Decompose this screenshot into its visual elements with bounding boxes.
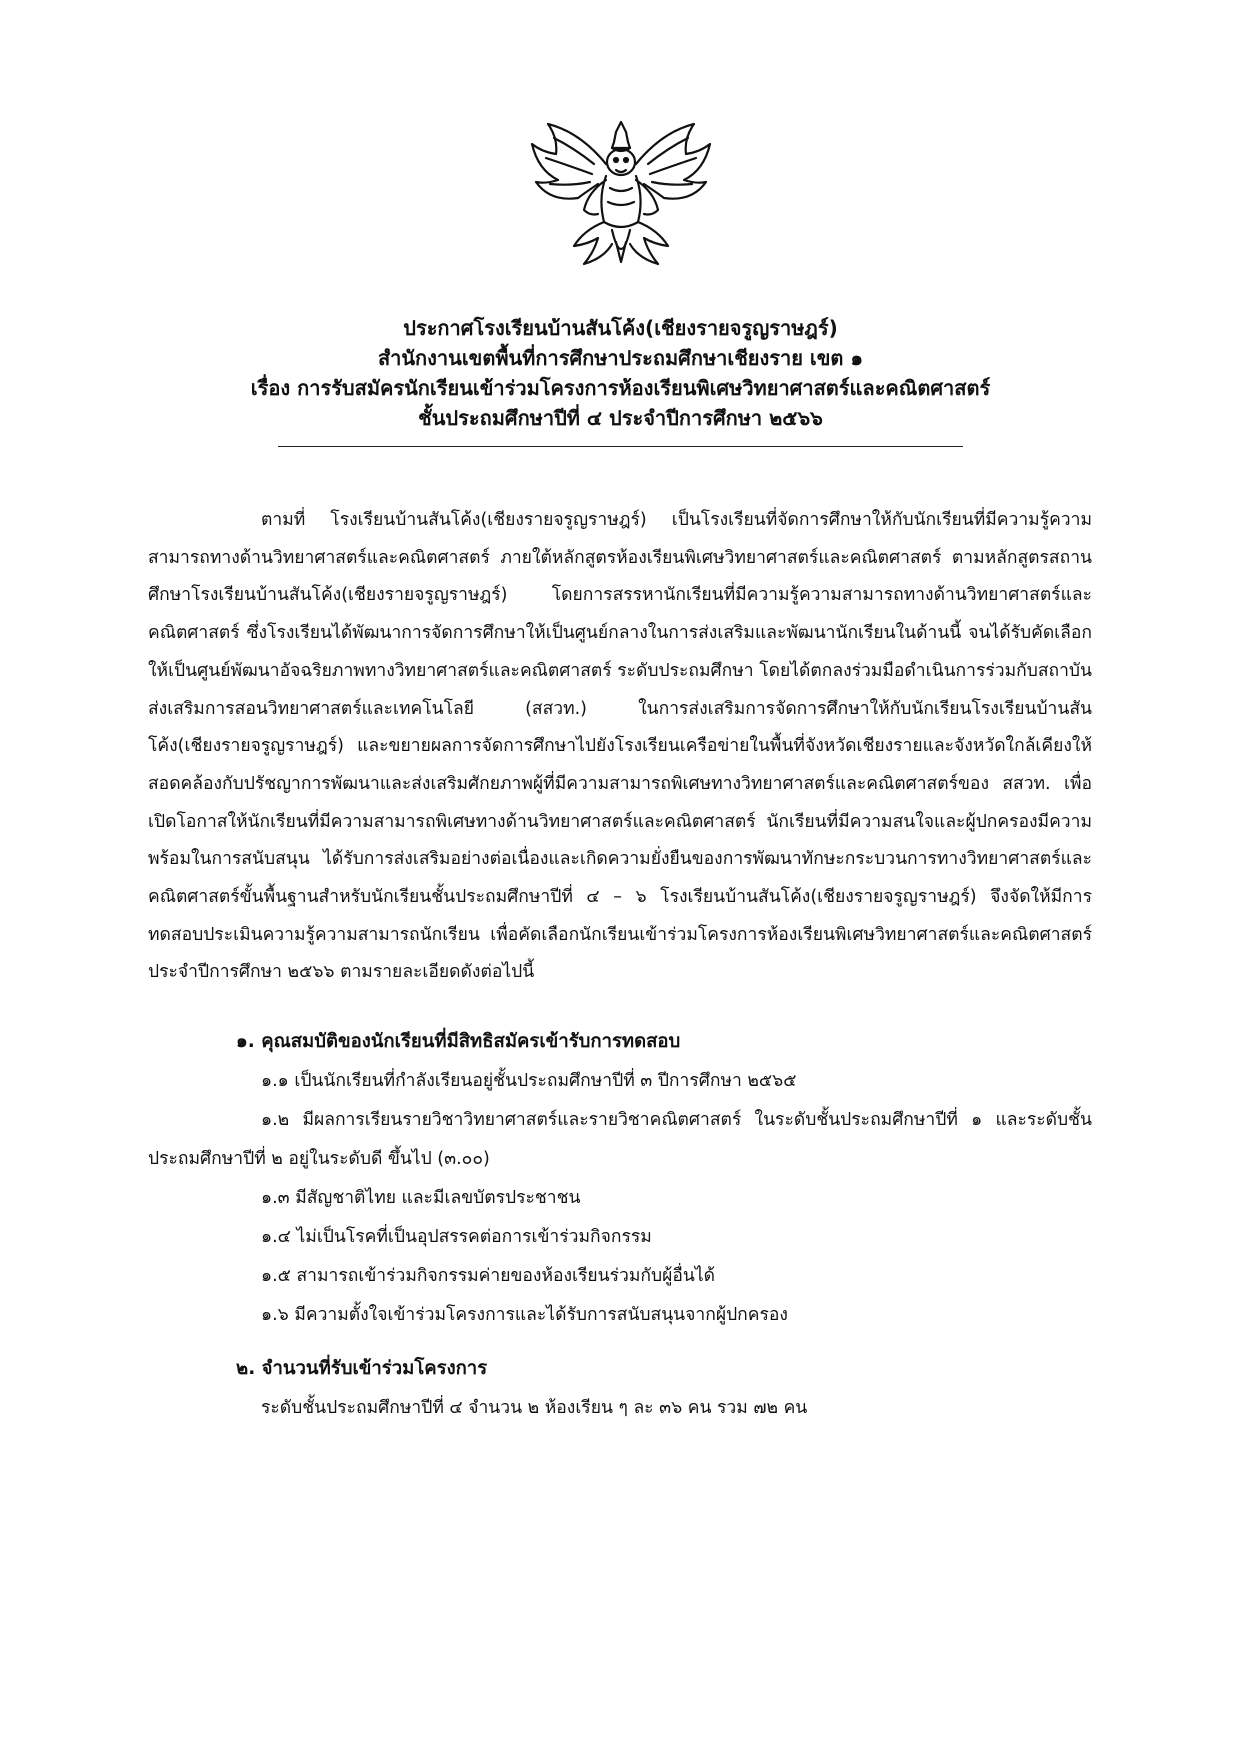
section1-item-3: ๑.๓ มีสัญชาติไทย และมีเลขบัตรประชาชน (261, 1188, 581, 1209)
header-grade-year: ชั้นประถมศึกษาปีที่ ๔ ประจำปีการศึกษา ๒๕๖๖ (418, 406, 823, 430)
section1-item-4: ๑.๔ ไม่เป็นโรคที่เป็นอุปสรรคต่อการเข้าร่วมกิจกรรม (261, 1227, 652, 1248)
header-divider (278, 446, 963, 447)
garuda-emblem-icon (528, 118, 714, 272)
header-office-name: สำนักงานเขตพื้นที่การศึกษาประถมศึกษาเชียงราย เขต ๑ (377, 346, 864, 370)
intro-paragraph: ตามที่ โรงเรียนบ้านสันโค้ง(เชียงรายจรูญราษฎร์) เป็นโรงเรียนที่จัดการศึกษาให้กับนักเรียนที่มีความรู้ความสามารถทางด้านวิทยาศาสตร์และคณิตศาสตร์ ภายใต้หลักสูตรห้องเรียนพิเศษวิทยาศาสตร์และคณิตศาสตร์ ตามหลักสูตรสถานศึกษาโรงเรียนบ้านสันโค้ง(เชียงรายจรูญราษฎร์) โดยการสรรหานักเรียนที่มีความรู้ความสามารถทางด้านวิทยาศาสตร์และคณิตศาสตร์ ซึ่งโรงเรียนได้พัฒนาการจัดการศึกษาให้เป็นศูนย์กลางในการส่งเสริมและพัฒนานักเรียนในด้านนี้ จนได้รับคัดเลือกให้เป็นศูนย์พัฒนาอัจฉริยภาพทางวิทยาศาสตร์และคณิตศาสตร์ ระดับประถมศึกษา โดยได้ตกลงร่วมมือดำเนินการร่วมกับสถาบันส่งเสริมการสอนวิทยาศาสตร์และเทคโนโลยี (สสวท.) ในการส่งเสริมการจัดการศึกษาให้กับนักเรียนโรงเรียนบ้านสันโค้ง(เชียงรายจรูญราษฎร์) และขยายผลการจัดการศึกษาไปยังโรงเรียนเครือข่ายในพื้นที่จังหวัดเชียงรายและจังหวัดใกล้เคียงให้สอดคล้องกับปรัชญาการพัฒนาและส่งเสริมศักยภาพผู้ที่มีความสามารถพิเศษทางวิทยาศาสตร์และคณิตศาสตร์ของ สสวท. เพื่อเปิดโอกาสให้นักเรียนที่มีความสามารถพิเศษทางด้านวิทยาศาสตร์และคณิตศาสตร์ นักเรียนที่มีความสนใจและผู้ปกครองมีความพร้อมในการสนับสนุน ได้รับการส่งเสริมอย่างต่อเนื่องและเกิดความยั่งยืนของการพัฒนาทักษะกระบวนการทางวิทยาศาสตร์และคณิตศาสตร์ขั้นพื้นฐานสำหรับนักเรียนชั้นประถมศึกษาปีที่ ๔ – ๖ โรงเรียนบ้านสันโค้ง(เชียงรายจรูญราษฎร์) จึงจัดให้มีการทดสอบประเมินความรู้ความสามารถนักเรียน เพื่อคัดเลือกนักเรียนเข้าร่วมโครงการห้องเรียนพิเศษวิทยาศาสตร์และคณิตศาสตร์ ประจำปีการศึกษา ๒๕๖๖ ตามรายละเอียดดังต่อไปนี้ (148, 510, 1092, 983)
section1-item-5: ๑.๕ สามารถเข้าร่วมกิจกรรมค่ายของห้องเรียนร่วมกับผู้อื่นได้ (261, 1266, 716, 1287)
announcement-body (148, 502, 1092, 1428)
header-school-name: ประกาศโรงเรียนบ้านสันโค้ง(เชียงรายจรูญราษฎร์) (403, 316, 838, 340)
section1-item-1: ๑.๑ เป็นนักเรียนที่กำลังเรียนอยู่ชั้นประถมศึกษาปีที่ ๓ ปีการศึกษา ๒๕๖๕ (261, 1071, 797, 1092)
section2-text: ระดับชั้นประถมศึกษาปีที่ ๔ จำนวน ๒ ห้องเรียน ๆ ละ ๓๖ คน รวม ๗๒ คน (261, 1398, 808, 1419)
section1-item-2: ๑.๒ มีผลการเรียนรายวิชาวิทยาศาสตร์และรายวิชาคณิตศาสตร์ ในระดับชั้นประถมศึกษาปีที่ ๑ และระดับชั้นประถมศึกษาปีที่ ๒ อยู่ในระดับดี ขึ้นไป (๓.๐๐) (148, 1110, 1092, 1170)
header-subject: เรื่อง การรับสมัครนักเรียนเข้าร่วมโครงการห้องเรียนพิเศษวิทยาศาสตร์และคณิตศาสตร์ (250, 376, 991, 400)
section1-item-6: ๑.๖ มีความตั้งใจเข้าร่วมโครงการและได้รับการสนับสนุนจากผู้ปกครอง (261, 1305, 788, 1326)
section1-title: ๑. คุณสมบัติของนักเรียนที่มีสิทธิสมัครเข้ารับการทดสอบ (236, 1031, 681, 1053)
announcement-header (150, 313, 1091, 433)
section2-title: ๒. จำนวนที่รับเข้าร่วมโครงการ (236, 1358, 488, 1380)
